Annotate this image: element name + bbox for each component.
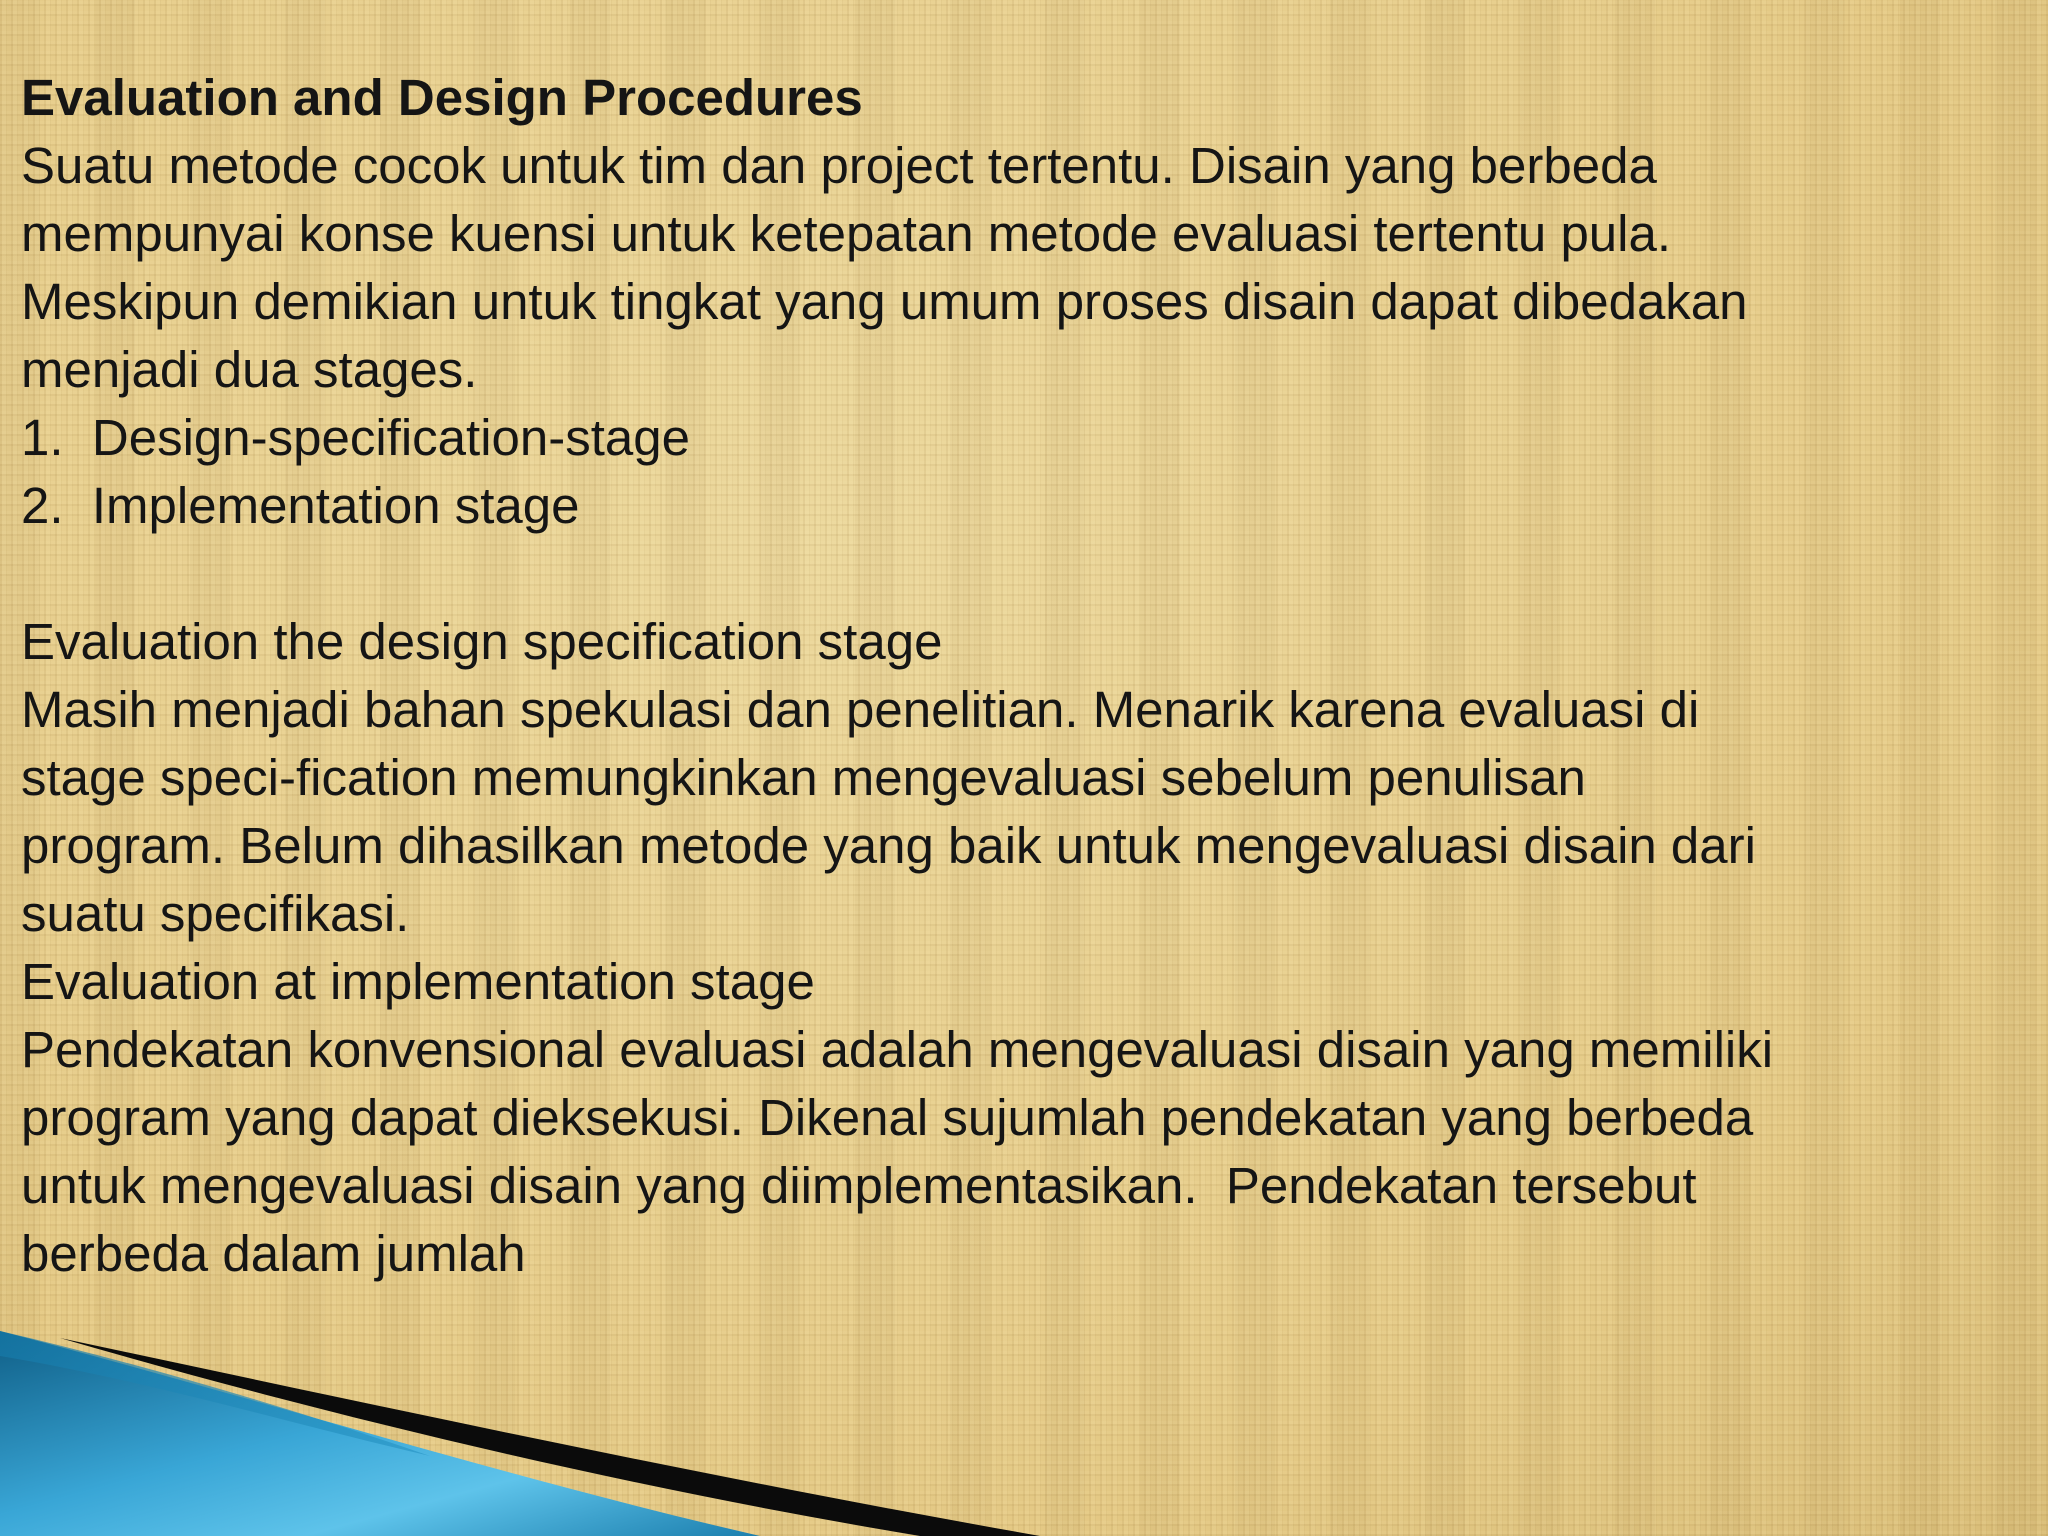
slide-title: Evaluation and Design Procedures	[21, 69, 863, 126]
paragraph-line: program yang dapat dieksekusi. Dikenal sujumlah pendekatan yang berbeda	[21, 1089, 1754, 1146]
corner-swoosh-decoration	[0, 1286, 2048, 1536]
section-heading: Evaluation at implementation stage	[21, 953, 815, 1010]
section-heading: Evaluation the design specification stage	[21, 613, 943, 670]
paragraph-line: untuk mengevaluasi disain yang diimplementasikan. Pendekatan tersebut	[21, 1157, 1697, 1214]
paragraph-line: mempunyai konse kuensi untuk ketepatan metode evaluasi tertentu pula.	[21, 205, 1672, 262]
list-item-2: 2. Implementation stage	[21, 477, 580, 534]
paragraph-line: Pendekatan konvensional evaluasi adalah mengevaluasi disain yang memiliki	[21, 1021, 1774, 1078]
paragraph-line: Masih menjadi bahan spekulasi dan penelitian. Menarik karena evaluasi di	[21, 681, 1700, 738]
list-item-1: 1. Design-specification-stage	[21, 409, 691, 466]
paragraph-line: program. Belum dihasilkan metode yang baik untuk mengevaluasi disain dari	[21, 817, 1756, 874]
paragraph-line: stage speci-fication memungkinkan mengevaluasi sebelum penulisan	[21, 749, 1586, 806]
slide-text-body	[21, 64, 2011, 1288]
blank-line	[21, 540, 2011, 608]
paragraph-line: berbeda dalam jumlah	[21, 1225, 526, 1282]
paragraph-line: suatu specifikasi.	[21, 885, 410, 942]
paragraph-line: Suatu metode cocok untuk tim dan project tertentu. Disain yang berbeda	[21, 137, 1657, 194]
paragraph-line: menjadi dua stages.	[21, 341, 478, 398]
paragraph-line: Meskipun demikian untuk tingkat yang umum proses disain dapat dibedakan	[21, 273, 1748, 330]
